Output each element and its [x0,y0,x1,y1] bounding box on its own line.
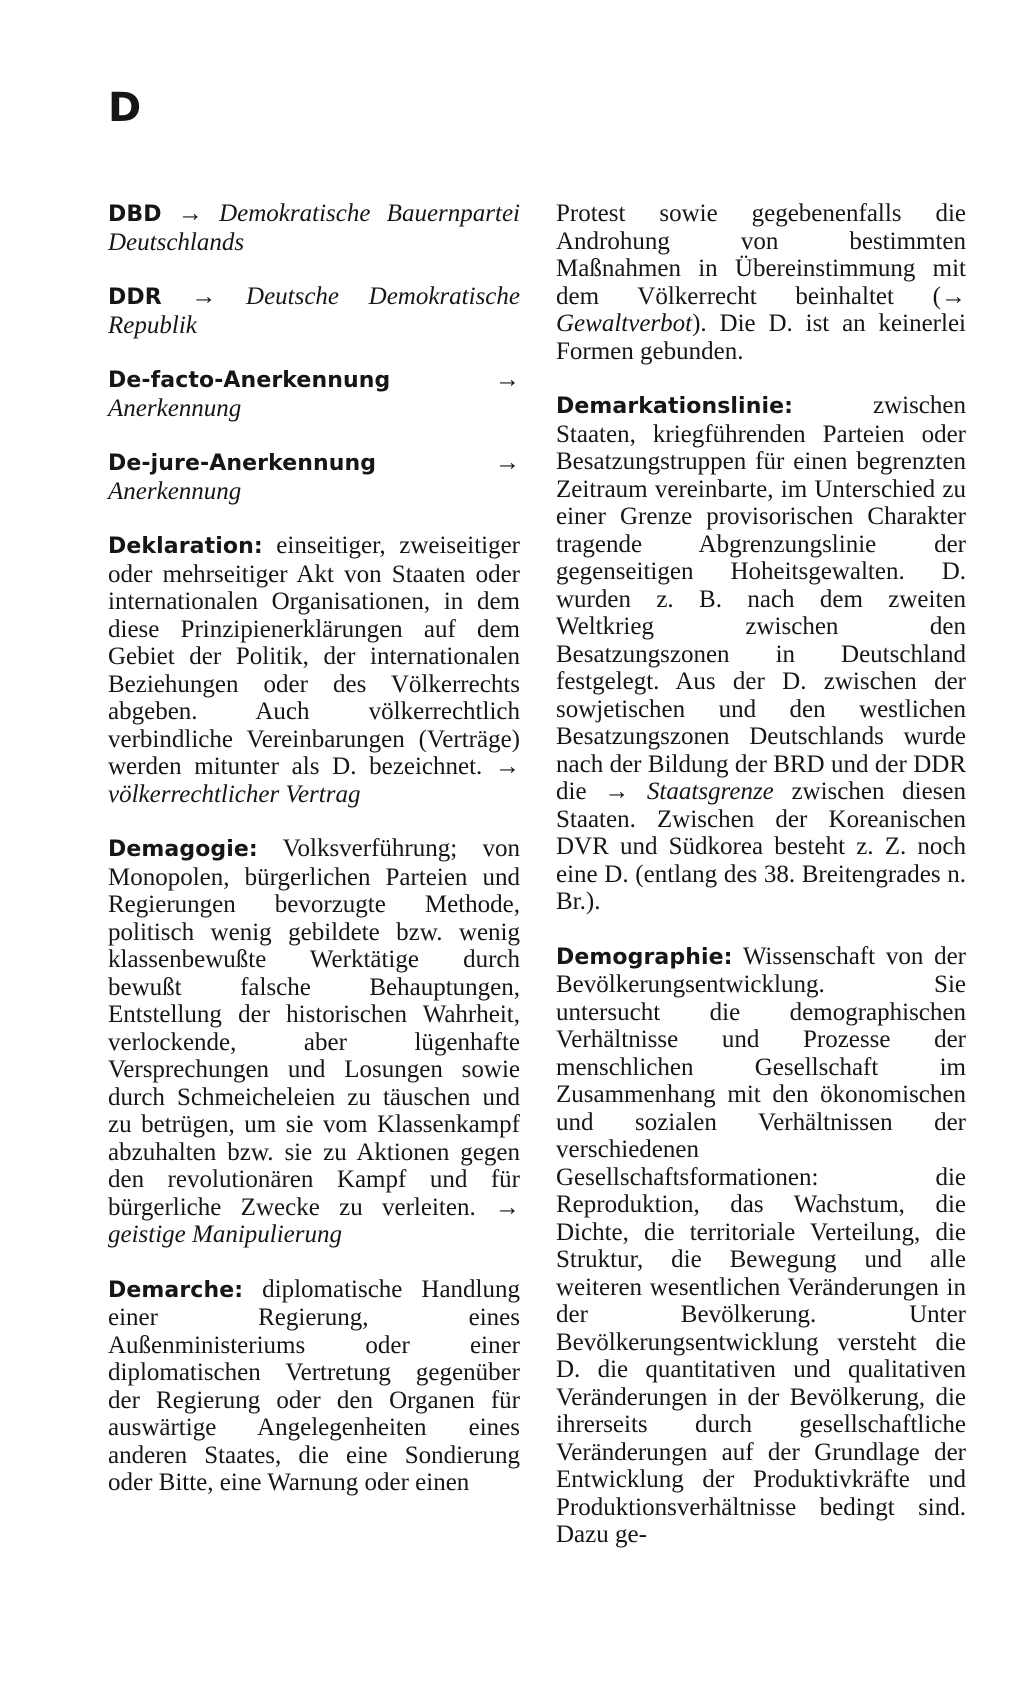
entry-text: zwischen Staaten, kriegführenden Parteien oder Besatzungstruppen für einen begrenzten Zeitraum vereinbarte, im Unterschied zu einer Grenze provisorischen Charakter tragende Abgrenzungslinie der gegenseitigen Hoheitsgewalten. D. wurden z. B. nach dem zweiten Weltkrieg zwischen den Besatzungszonen in Deutschland festgelegt. Aus der D. zwischen der sowjetischen und den westlichen Besatzungszonen Deutschlands wurde nach der Bildung der BRD und der DDR die [556,392,966,805]
arrow-icon: → [941,282,966,310]
cross-reference: Gewaltverbot [556,310,693,337]
entry-term: Demagogie: [108,837,258,862]
entry-term: DDR [108,285,162,310]
entry-term: De-jure-Anerkennung [108,451,377,476]
entry-demarkationslinie [556,392,966,916]
cross-reference: Anerkennung [108,477,242,505]
cross-reference: geistige Manipulierung [108,1221,342,1248]
arrow-icon: → [177,200,203,227]
demarche-continuation [556,200,966,365]
entry-term: DBD [108,202,162,227]
entry-text: zwischen diesen Staaten. Zwischen der Koreanischen DVR und Südkorea besteht z. Z. noch eine D. (entlang des 38. Breitengrades n. Br.). [556,778,967,915]
entry-term: Demarkationslinie: [556,394,794,419]
cross-reference: Demokratische Bauernpartei Deutschlands [108,200,520,256]
arrow-icon: → [495,753,520,780]
entry-term: Deklaration: [108,534,263,559]
entry-demagogie [108,835,520,1249]
entry-de-facto-anerkennung [108,366,520,422]
cross-reference: völkerrechtlicher Vertrag [108,780,361,808]
entry-term: De-facto-Anerkennung [108,368,391,393]
entry-text: ). Die D. ist an keinerlei Formen gebunden. [556,310,966,365]
entry-term: Demographie: [556,944,733,970]
right-column [556,200,966,1576]
arrow-icon: → [604,778,630,805]
entry-text: Wissenschaft von der Bevölkerungsentwicklung. Sie untersucht die demographischen Verhältnisse und Prozesse der menschlichen Gesellschaft im Zusammenhang mit den ökonomischen und sozialen Verhältnissen der verschiedenen Gesellschaftsformationen: die Reproduktion, das Wachstum, die Dichte, die territoriale Verteilung, die Struktur, die Bewegung und alle weiteren wesentlichen Veränderungen in der Bevölkerung. Unter Bevölkerungsentwicklung versteht die D. die quantitativen und qualitativen Veränderungen in der Bevölkerung, die ihrerseits durch gesellschaftliche Veränderungen auf der Grundlage der Entwicklung der Produktivkräfte und Produktionsverhältnisse bedingt sind. Dazu ge- [556,942,966,1548]
entry-text: diplomatische Handlung einer Regierung, eines Außenministeriums oder einer diplomatischen Vertretung gegenüber der Regierung oder den Organen für auswärtige Angelegenheiten eines anderen Staates, die eine Sondierung oder Bitte, eine Warnung oder einen [108,1275,520,1496]
entry-demarche [108,1276,520,1497]
entry-deklaration [108,532,520,808]
arrow-icon: → [495,366,520,393]
entry-dbd [108,200,520,256]
arrow-icon: → [191,283,217,310]
entry-text: Protest sowie gegebenenfalls die Androhung von bestimmten Maßnahmen in Übereinstimmung mit dem Völkerrecht beinhaltet ( [556,200,966,310]
entry-ddr [108,283,520,339]
entry-term: Demarche: [108,1277,244,1303]
section-letter: D [108,85,142,131]
entry-de-jure-anerkennung [108,449,520,505]
cross-reference: Deutsche Demokratische Republik [108,283,520,339]
left-column [108,200,520,1524]
arrow-icon: → [495,1193,521,1221]
cross-reference: Anerkennung [108,394,242,422]
entry-text: Volksverführung; von Monopolen, bürgerlichen Parteien und Regierungen bevorzugte Methode, politisch wenig gebildete bzw. wenig klassenbewußte Werktätige durch bewußt falsche Behauptungen, Entstellung der historischen Wahrheit, verlockende, aber lügenhafte Versprechungen und Losungen sowie durch Schmeicheleien zu täuschen und zu betrügen, um sie vom Klassenkampf abzuhalten bzw. sie zu Aktionen gegen den revolutionären Kampf und für bürgerliche Zwecke zu verleiten. [108,835,520,1221]
arrow-icon: → [495,449,520,476]
entry-text: einseitiger, zweiseitiger oder mehrseitiger Akt von Staaten oder internationalen Organisationen, in dem diese Prinzipienerklärungen auf dem Gebiet der Politik, der internationalen Beziehungen oder des Völkerrechts abgeben. Auch völkerrechtlich verbindliche Vereinbarungen (Verträge) werden mitunter als D. bezeichnet. [108,532,521,780]
cross-reference: Staatsgrenze [646,778,774,805]
entry-demographie [556,943,966,1549]
